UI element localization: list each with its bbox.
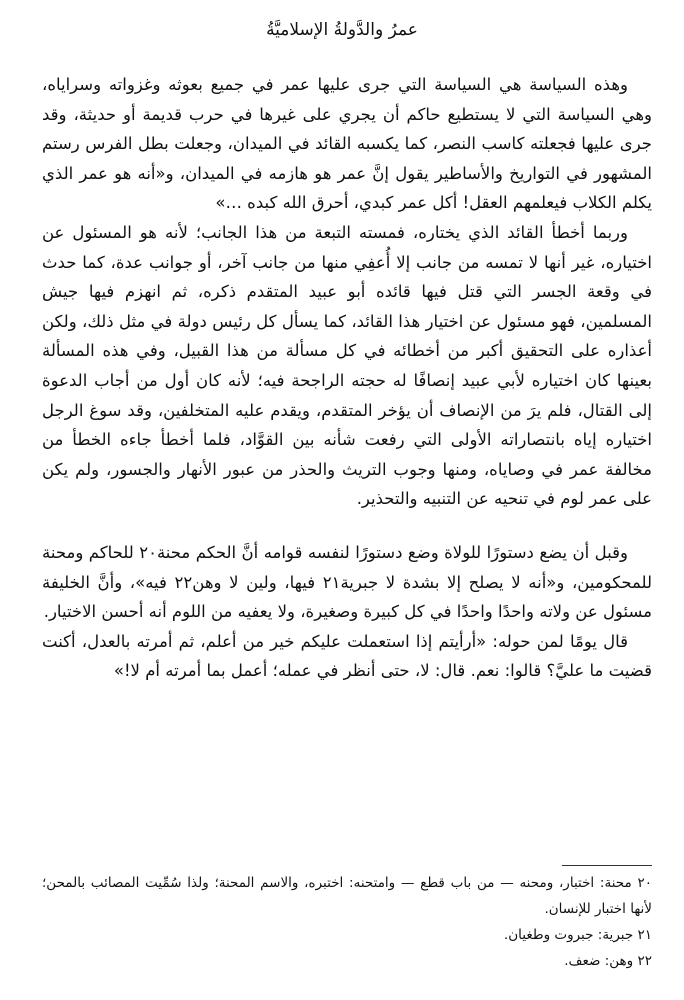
paragraph-3: وقبل أن يضع دستورًا للولاة وضع دستورًا لنفسه قوامه أنَّ الحكم محنة٢٠ للحاكم ومحنة للمحكومين، و«أنه لا يصلح إلا بشدة لا جبرية٢١ فيها، ولين لا وهن٢٢ فيه»، وأنَّ الخليفة مسئول عن ولاته واحدًا واحدًا في كل كبيرة وصغيرة، ولا يعفيه من اللوم أنه أحسن الاختيار. — [42, 542, 652, 622]
paragraph-2: وربما أخطأ القائد الذي يختاره، فمسته التبعة من هذا الجانب؛ لأنه هو المسئول عن اختياره، غير أنها لا تمسه من جانب إلا أُعفِي منها من جانب آخر، أو جوانب عدة، كما حدث في وقعة الجسر التي قتل فيها قائده أبو عبيد المتقدم ذكره، ثم انهزم فيها جيش المسلمين، فهو مسئول عن اختيار هذا القائد، كما يسأل كل رئيس دولة في مثل ذلك، ولكن أعذاره على التحقيق أكبر من أخطائه في كل مسألة من هذا القبيل، وفي هذه المسألة بعينها كان اختياره لأبي عبيد إنصافًا له حجته الراجحة فيه؛ لأنه كان أول من أجاب الدعوة إلى القتال، فلم يرَ من الإنصاف أن يؤخر المتقدم، ويقدم عليه المتخلفين، وقد سوغ الرجل اختياره إياه بانتصاراته الأولى التي رفعت شأنه بين القوَّاد، فلما أخطأ جاءه الخطأ من مخالفة عمر في وصاياه، ومنها وجوب التريث والحذر من عبور الأنهار والجسور، ولم يكن على عمر لوم في تنحيه عن التنبيه والتحذير. — [42, 222, 652, 509]
footnote-20: ٢٠ محنة: اختبار، ومحنه — من باب قطع — وامتحنه: اختبره، والاسم المحنة؛ ولذا سُمِّيت المصائب بالمحن؛ لأنها اختبار للإنسان. — [42, 875, 652, 917]
paragraph-4: قال يومًا لمن حوله: «أرأيتم إذا استعملت عليكم خير من أعلم، ثم أمرته بالعدل، أكنت قضيت ما عليَّ؟ قالوا: نعم. قال: لا، حتى أنظر في عمله؛ أعمل بما أمرته أم لا!» — [42, 631, 652, 681]
footnote-divider — [562, 865, 652, 866]
running-header-title: عمرُ والدَّولةُ الإسلاميَّةُ — [266, 20, 418, 40]
paragraph-1: وهذه السياسة هي السياسة التي جرى عليها عمر في جميع بعوثه وغزواته وسراياه، وهي السياسة التي لا يستطيع حاكم أن يجري على غيرها في حرب قديمة أو حديثة، وقد جرى عليها فجعلته كاسب النصر، كما يكسبه القائد في الميدان، وجعلت بطل الفرس رستم المشهور في التواريخ والأساطير يقول إنَّ عمر هو هازمه في الميدان، و«أنه هو عمر الذي يكلم الكلاب فيعلمهم العقل! أكل عمر كبدي، أحرق الله كبده …» — [42, 75, 652, 213]
footnotes-section — [42, 865, 652, 974]
main-text-block — [42, 70, 652, 686]
footnote-22: ٢٢ وهن: ضعف. — [564, 953, 652, 969]
footnote-21: ٢١ جبرية: جبروت وطغيان. — [503, 927, 652, 943]
